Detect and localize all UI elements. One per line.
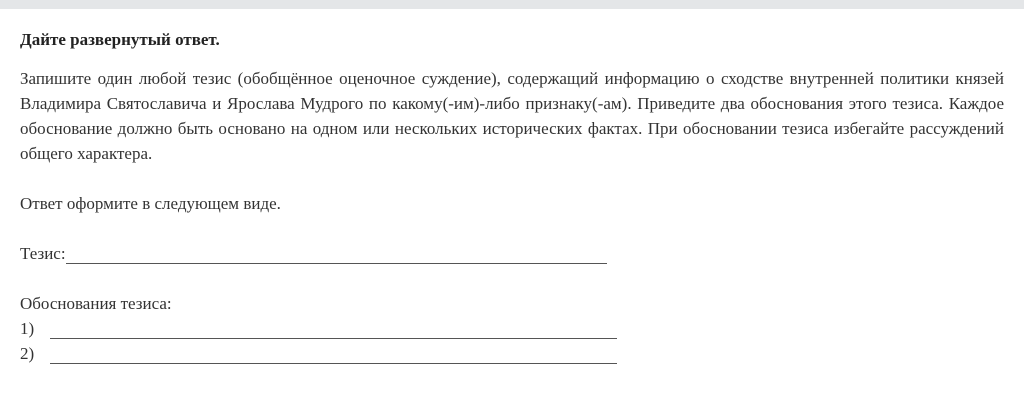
- thesis-label: Тезис:: [20, 244, 66, 263]
- thesis-row: [20, 241, 1004, 266]
- justification-blank-line: [50, 345, 617, 364]
- justifications-label: Обоснования тезиса:: [20, 294, 172, 313]
- justification-number: 1): [20, 319, 35, 338]
- justification-row-2: [20, 341, 1004, 366]
- thesis-blank-line: [66, 245, 607, 264]
- top-strip: [0, 0, 1024, 9]
- task-document: [20, 27, 1004, 366]
- task-text: Запишите один любой тезис (обобщённое оценочное суждение), содержащий информацию о сходстве внутренней политики князей Владимира Святославича и Ярослава Мудрого по какому(-им)-либо признаку(-ам). Приведите два обоснования этого тезиса. Каждое обоснование должно быть основано на одном или нескольких исторических фактах. При обосновании тезиса избегайте рассуждений общего характера.: [20, 69, 1004, 163]
- justification-number: 2): [20, 344, 35, 363]
- justification-blank-line: [50, 320, 617, 339]
- format-note: Ответ оформите в следующем виде.: [20, 194, 281, 213]
- justification-row-1: [20, 316, 1004, 341]
- task-heading: Дайте развернутый ответ.: [20, 30, 220, 49]
